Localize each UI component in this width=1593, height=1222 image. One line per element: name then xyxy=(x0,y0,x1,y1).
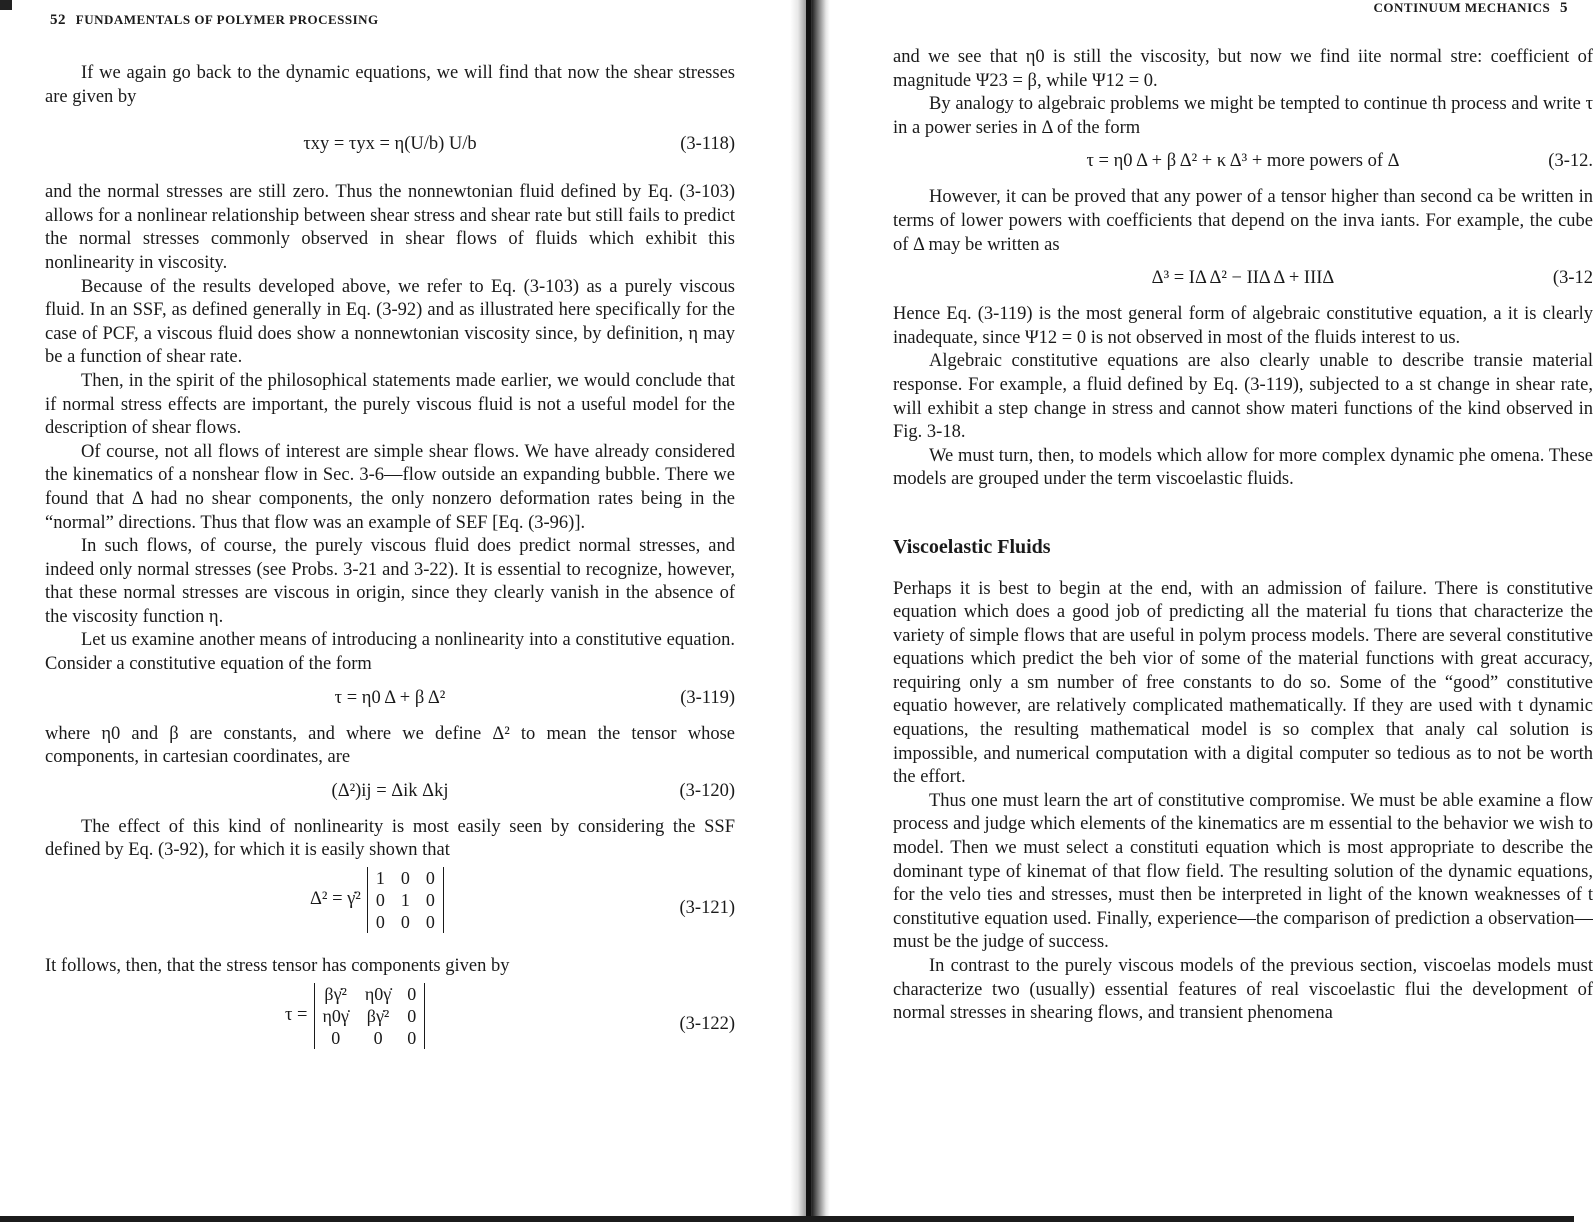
equation-formula: τxy = τyx = η(U/b) U/b xyxy=(303,134,477,155)
matrix xyxy=(367,867,444,933)
equation-number: (3-119) xyxy=(680,687,735,708)
matrix-cell: βγ̇² xyxy=(324,983,347,1004)
right-running-title: CONTINUUM MECHANICS xyxy=(1373,0,1551,15)
matrix-expression xyxy=(285,983,425,1049)
matrix-cell: 0 xyxy=(373,1027,383,1048)
equation-3-118 xyxy=(45,109,735,181)
equation-formula: τ = η0 Δ + β Δ² + κ Δ³ + more powers of Δ xyxy=(1086,151,1400,172)
matrix-lhs: Δ² = γ̇² xyxy=(310,889,361,910)
equation-formula: τ = η0 Δ + β Δ² xyxy=(334,687,446,708)
equation-number: (3-118) xyxy=(680,134,735,155)
matrix-cell: βγ̇² xyxy=(366,1005,390,1026)
gutter-shadow xyxy=(806,0,811,1222)
equation-formula: (Δ²)ij = Δik Δkj xyxy=(331,780,449,801)
equation-cube xyxy=(893,257,1593,303)
matrix-cell: 0 xyxy=(400,912,410,933)
equation-formula: Δ³ = IΔ Δ² − IIΔ Δ + IIIΔ xyxy=(1151,268,1335,289)
paragraph: Perhaps it is best to begin at the end, with an admission of failure. There is constitutive equation which does a good job of predicting all the material fu tions that characterize the variety of simple flows that are useful in polym process models. There are several constitutive equations which predict the beh vior of some of the material functions with great accuracy, requiring only a sm number of free constants to do so. Some of the “good” constitutive equatio however, are relatively complicated mathematically. If they are used with t dynamic equations, the resulting mathematical model is so complex that analy cal solution is impossible, and numerical computation with a digital computer so tedious as to not be worth the effort. xyxy=(893,578,1593,788)
equation-3-120 xyxy=(45,770,735,816)
equation-number: (3-121) xyxy=(679,898,735,919)
matrix-cell: 0 xyxy=(375,912,385,933)
paragraph: We must turn, then, to models which allow for more complex dynamic phe omena. These models are grouped under the term viscoelastic fluids. xyxy=(893,445,1593,490)
matrix xyxy=(314,983,426,1049)
equation-3-122 xyxy=(45,979,735,1071)
paragraph: However, it can be proved that any power of a tensor higher than second ca be written in terms of lower powers with coefficients that depend on the inva iants. For example, the cube of Δ may be written as xyxy=(893,187,1593,255)
paragraph: Then, in the spirit of the philosophical statements made earlier, we would conclude that if normal stress effects are important, the purely viscous fluid is not a useful model for the description of shear flows. xyxy=(45,370,735,439)
paragraph: and the normal stresses are still zero. Thus the nonnewtonian fluid defined by Eq. (3-103) allows for a nonlinear relationship between shear stress and shear rate but still fails to predict the normal stresses commonly observed in shear flows of fluids which exhibit this nonlinearity in viscosity. xyxy=(45,182,735,273)
matrix-cell: 0 xyxy=(425,868,435,889)
paragraph: By analogy to algebraic problems we might be tempted to continue th process and write τ in a power series in Δ of the form xyxy=(893,94,1593,138)
matrix-cell: 0 xyxy=(425,890,435,911)
bottom-scan-edge xyxy=(0,1216,1574,1222)
paragraph: In contrast to the purely viscous models of the previous section, viscoelas models must characterize two (usually) essential features of real viscoelastic flui the development of normal stresses in shearing flows, and transient phenomena xyxy=(893,956,1593,1024)
paragraph: It follows, then, that the stress tensor has components given by xyxy=(45,956,510,977)
left-running-header xyxy=(50,12,379,29)
paragraph: Because of the results developed above, we refer to Eq. (3-103) as a purely viscous fluid. In an SSF, as defined generally in Eq. (3-92) and as illustrated here specifically for the case of PCF, a viscous fluid does show a nonnewtonian viscosity since, by definition, η may be a function of shear rate. xyxy=(45,276,735,368)
matrix-expression xyxy=(310,867,444,933)
section-heading: Viscoelastic Fluids xyxy=(893,535,1051,558)
paragraph: where η0 and β are constants, and where we define Δ² to mean the tensor whose components, in cartesian coordinates, are xyxy=(45,723,735,768)
right-text-column xyxy=(893,46,1593,1026)
matrix-cell: 0 xyxy=(400,868,410,889)
matrix-cell: 0 xyxy=(331,1027,341,1048)
left-page xyxy=(0,0,790,1222)
matrix-cell: 1 xyxy=(375,868,385,889)
paragraph: Of course, not all flows of interest are simple shear flows. We have already considered the kinematics of a nonshear flow in Sec. 3-6—flow outside an expanding bubble. There we found that Δ had no shear components, the only nonzero deformation rates being in the “normal” directions. Thus that flow was an example of SEF [Eq. (3-96)]. xyxy=(45,441,735,533)
matrix-cell: 0 xyxy=(375,890,385,911)
equation-number: (3-122) xyxy=(679,1013,735,1034)
equation-number: (3-12 xyxy=(1552,268,1593,289)
paragraph: Let us examine another means of introducing a nonlinearity into a constitutive equation. Consider a constitutive equation of the form xyxy=(45,630,735,675)
equation-number: (3-120) xyxy=(679,780,735,801)
right-page xyxy=(830,0,1593,1222)
left-text-column xyxy=(45,62,735,1071)
matrix-cell: 0 xyxy=(407,1005,417,1026)
right-page-number: 5 xyxy=(1560,0,1568,16)
left-page-number: 52 xyxy=(50,12,66,28)
matrix-cell: 0 xyxy=(425,912,435,933)
matrix-cell: η0γ̇ xyxy=(322,1005,349,1026)
equation-3-121 xyxy=(45,863,735,955)
matrix-lhs: τ = xyxy=(285,1004,308,1025)
paragraph: Thus one must learn the art of constitutive compromise. We must be able examine a flow process and judge which elements of the kinematics are m essential to the behavior we wish to model. Then we must select a constituti equation which is most appropriate to describe the dominant type of kinemat of that flow field. The resulting solution of the dynamic equations, for the velo ties and stresses, must then be interpreted in light of the known weaknesses of t constitutive equation used. Finally, experience—the comparison of prediction a observation—must be the judge of success. xyxy=(893,790,1593,953)
paragraph: and we see that η0 is still the viscosity, but now we find iite normal stre: coefficient of magnitude Ψ23 = β, while Ψ12 = 0. xyxy=(893,47,1593,91)
equation-number: (3-12. xyxy=(1548,151,1593,172)
left-running-title: FUNDAMENTALS OF POLYMER PROCESSING xyxy=(75,12,379,27)
equation-series xyxy=(893,140,1593,186)
paragraph: In such flows, of course, the purely viscous fluid does predict normal stresses, and indeed only normal stresses (see Probs. 3-21 and 3-22). It is essential to recognize, however, that these normal stresses are viscous in origin, since they clearly vanish in the absence of the viscosity function η. xyxy=(45,536,735,627)
paragraph: Algebraic constitutive equations are also clearly unable to describe transie material response. For example, a fluid defined by Eq. (3-119), subjected to a st change in shear rate, will exhibit a step change in stress and cannot show materi functions of the kind observed in Fig. 3-18. xyxy=(893,351,1593,443)
paragraph: The effect of this kind of nonlinearity is most easily seen by considering the SSF defined by Eq. (3-92), for which it is easily shown that xyxy=(45,816,735,861)
matrix-cell: η0γ̇ xyxy=(364,983,392,1004)
matrix-cell: 1 xyxy=(400,890,410,911)
equation-3-119 xyxy=(45,677,735,723)
paragraph: Hence Eq. (3-119) is the most general form of algebraic constitutive equation, a it is clearly inadequate, since Ψ12 = 0 is not observed in most of the fluids interest to us. xyxy=(893,304,1593,348)
paragraph: If we again go back to the dynamic equations, we will find that now the shear stresses are given by xyxy=(45,63,735,107)
matrix-cell: 0 xyxy=(407,1027,417,1048)
matrix-cell: 0 xyxy=(407,983,417,1004)
right-running-header xyxy=(1374,0,1574,17)
